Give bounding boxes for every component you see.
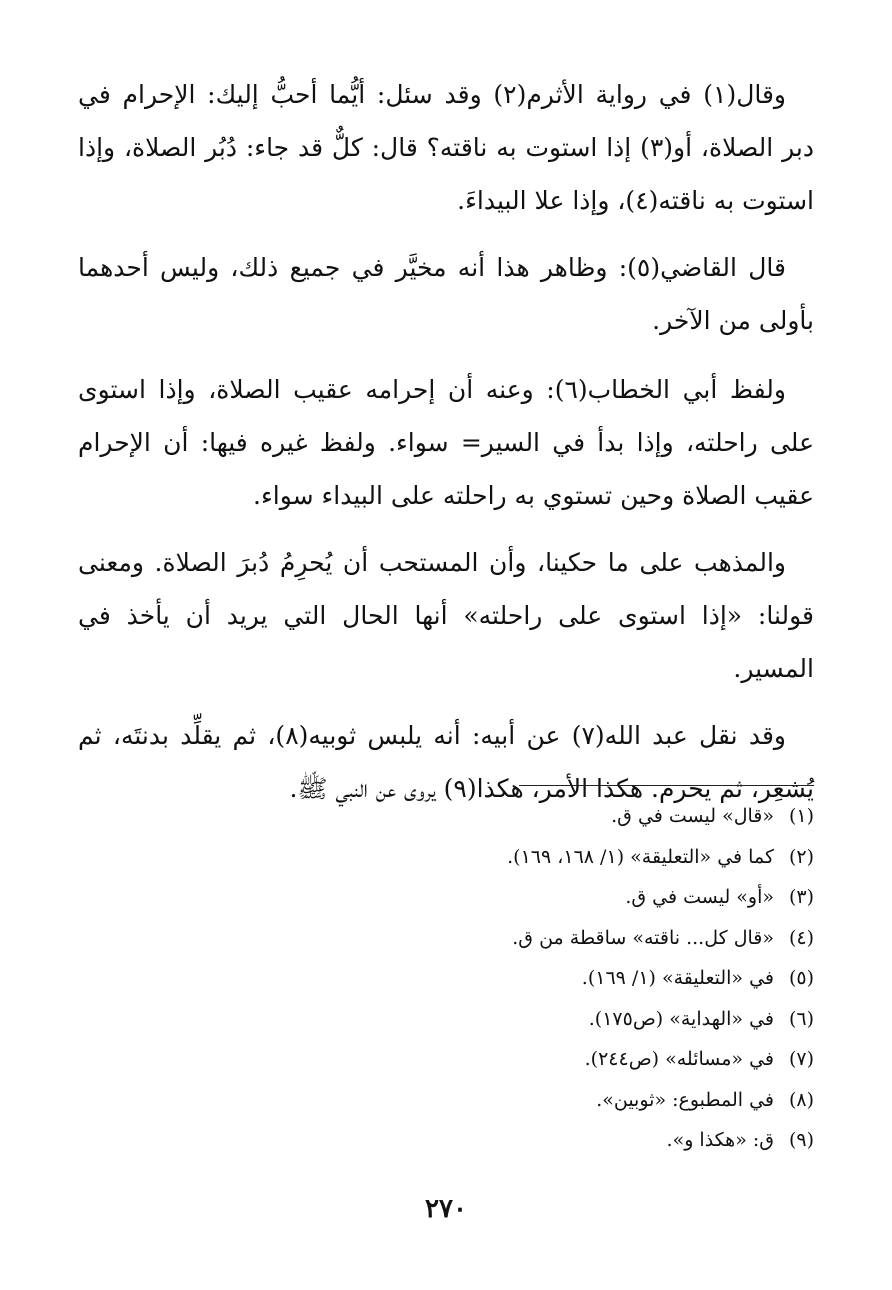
paragraph: قال القاضي(٥): وظاهر هذا أنه مخيَّر في جميع ذلك، وليس أحدهما بأولى من الآخر. bbox=[78, 253, 814, 335]
footnote-number: (١) bbox=[788, 805, 814, 827]
footnote bbox=[214, 1080, 814, 1121]
footnote-text: «قال» ليست في ق. bbox=[611, 805, 774, 827]
footnote-divider bbox=[519, 785, 814, 786]
footnote-number: (٦) bbox=[788, 1007, 814, 1030]
paragraph: والمذهب على ما حكينا، وأن المستحب أن يُحرِمُ دُبرَ الصلاة. ومعنى قولنا: «إذا استوى على راحلته» أنها الحال التي يريد أن يأخذ في المسير. bbox=[78, 548, 814, 683]
footnote-text: في «مسائله» (ص٢٤٤). bbox=[584, 1048, 774, 1070]
paragraph: وقال(١) في رواية الأثرم(٢) وقد سئل: أيُّما أحبُّ إليك: الإحرام في دبر الصلاة، أو(٣) إذا استوت به ناقته؟ قال: كلٌّ قد جاء: دُبُر الصلاة، وإذا استوت به ناقته(٤)، وإذا علا البيداءَ. bbox=[78, 80, 814, 215]
footnote bbox=[214, 877, 814, 918]
footnote bbox=[214, 918, 814, 959]
footnote-text: كما في «التعليقة» (١/ ١٦٨، ١٦٩). bbox=[507, 845, 774, 868]
footnote-number: (٤) bbox=[788, 926, 814, 949]
footnote bbox=[214, 837, 814, 878]
footnote-number: (٢) bbox=[788, 845, 814, 868]
footnote-number: (٨) bbox=[788, 1088, 814, 1111]
footnote-text: «قال كل... ناقته» ساقطة من ق. bbox=[512, 926, 774, 949]
footnote-number: (٩) bbox=[788, 1129, 814, 1151]
paragraph: وقد نقل عبد الله(٧) عن أبيه: أنه يلبس ثوبيه(٨)، ثم يقلِّد بدنتَه، ثم يُشعِر، ثم يحرم. هكذا الأمر، هكذا(٩) يروى عن النبي ﷺ. bbox=[78, 721, 814, 803]
footnote bbox=[214, 1120, 814, 1161]
page-number: ٢٧٠ bbox=[425, 1194, 467, 1224]
footnote-number: (٧) bbox=[788, 1048, 814, 1070]
footnote-text: في المطبوع: «ثوبين». bbox=[596, 1088, 774, 1111]
footnote-number: (٣) bbox=[788, 886, 814, 908]
footnote-text: في «التعليقة» (١/ ١٦٩). bbox=[581, 967, 774, 989]
paragraph: ولفظ أبي الخطاب(٦): وعنه أن إحرامه عقيب الصلاة، وإذا استوى على راحلته، وإذا بدأ في السير= سواء. ولفظ غيره فيها: أن الإحرام عقيب الصلاة وحين تستوي به راحلته على البيداء سواء. bbox=[78, 375, 814, 510]
footnote-text: «أو» ليست في ق. bbox=[625, 886, 774, 908]
footnote bbox=[214, 958, 814, 999]
footnote bbox=[214, 796, 814, 837]
footnote-text: في «الهداية» (ص١٧٥). bbox=[588, 1007, 774, 1030]
footnote-number: (٥) bbox=[788, 967, 814, 989]
footnote-text: ق: «هكذا و». bbox=[666, 1129, 774, 1151]
footnote bbox=[214, 999, 814, 1040]
footnotes-list bbox=[214, 796, 814, 1161]
main-text bbox=[78, 68, 814, 829]
footnote bbox=[214, 1039, 814, 1080]
